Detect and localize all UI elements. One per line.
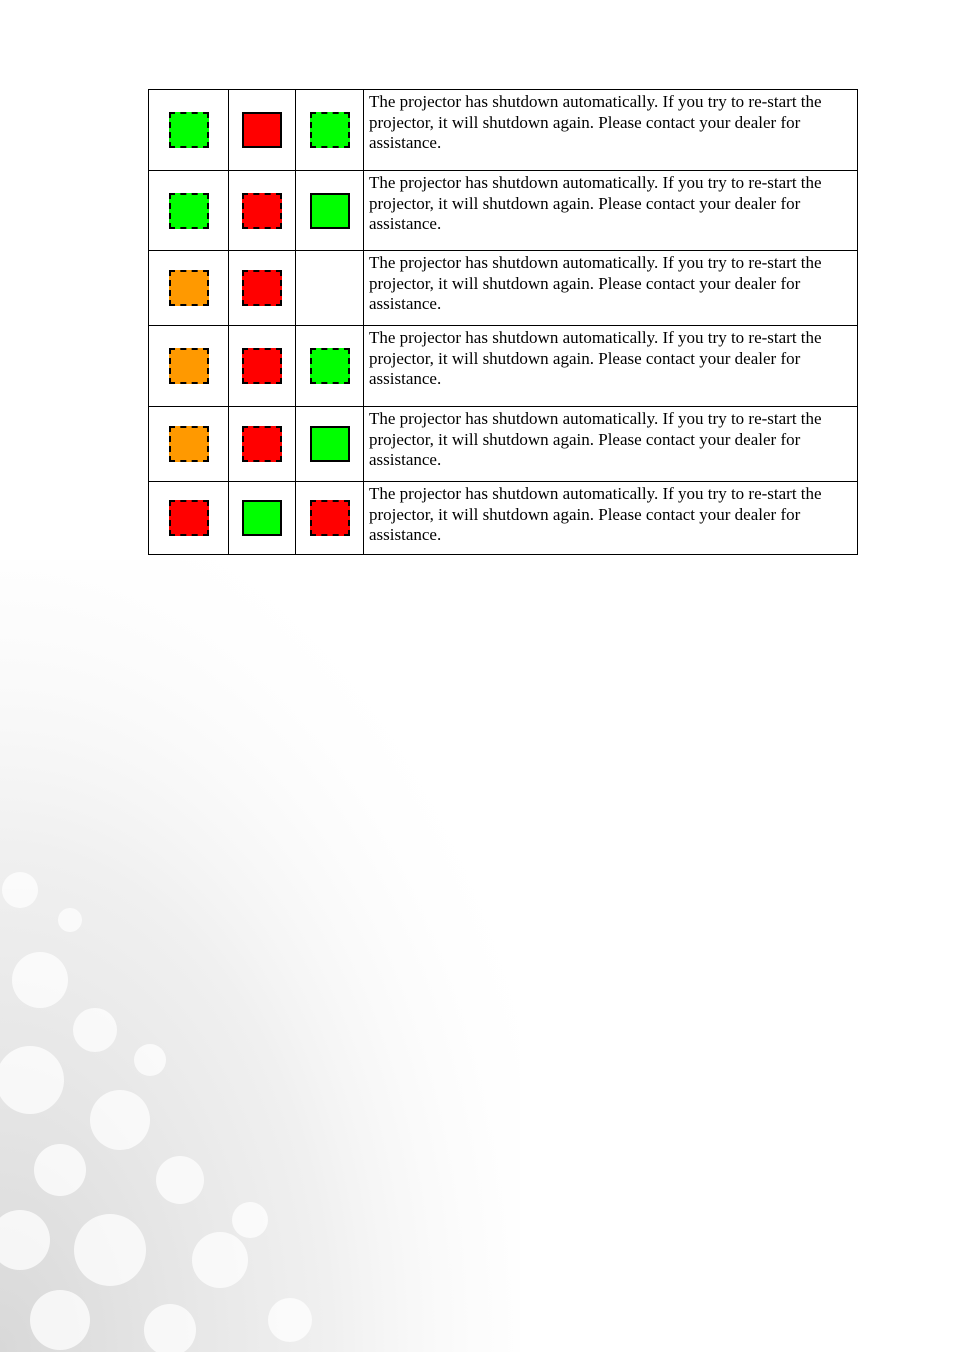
led-indicator-table bbox=[148, 89, 858, 555]
table-row bbox=[149, 407, 858, 482]
table-row bbox=[149, 482, 858, 555]
red-flashing-led-icon bbox=[310, 500, 350, 536]
background-bubbles-decoration bbox=[0, 560, 520, 1352]
temp-indicator-cell bbox=[229, 171, 296, 251]
green-solid-led-icon bbox=[242, 500, 282, 536]
lamp-indicator-cell bbox=[296, 171, 364, 251]
status-description: The projector has shutdown automatically. If you try to re-start the projector, it will shutdown again. Please contact your dealer for assistance. bbox=[364, 251, 858, 326]
red-flashing-led-icon bbox=[169, 500, 209, 536]
green-flashing-led-icon bbox=[310, 112, 350, 148]
temp-indicator-cell bbox=[229, 326, 296, 407]
temp-indicator-cell bbox=[229, 90, 296, 171]
orange-flashing-led-icon bbox=[169, 270, 209, 306]
lamp-indicator-cell bbox=[296, 482, 364, 555]
power-indicator-cell bbox=[149, 251, 229, 326]
temp-indicator-cell bbox=[229, 482, 296, 555]
green-solid-led-icon bbox=[310, 193, 350, 229]
status-description: The projector has shutdown automatically. If you try to re-start the projector, it will shutdown again. Please contact your dealer for assistance. bbox=[364, 326, 858, 407]
power-indicator-cell bbox=[149, 326, 229, 407]
lamp-indicator-cell bbox=[296, 326, 364, 407]
green-flashing-led-icon bbox=[169, 193, 209, 229]
table-row bbox=[149, 90, 858, 171]
red-flashing-led-icon bbox=[242, 348, 282, 384]
table-row bbox=[149, 171, 858, 251]
temp-indicator-cell bbox=[229, 407, 296, 482]
orange-flashing-led-icon bbox=[169, 426, 209, 462]
lamp-indicator-cell bbox=[296, 251, 364, 326]
table-row bbox=[149, 326, 858, 407]
status-description: The projector has shutdown automatically. If you try to re-start the projector, it will shutdown again. Please contact your dealer for assistance. bbox=[364, 90, 858, 171]
red-flashing-led-icon bbox=[242, 270, 282, 306]
status-description: The projector has shutdown automatically. If you try to re-start the projector, it will shutdown again. Please contact your dealer for assistance. bbox=[364, 171, 858, 251]
table-row bbox=[149, 251, 858, 326]
green-flashing-led-icon bbox=[310, 348, 350, 384]
power-indicator-cell bbox=[149, 407, 229, 482]
power-indicator-cell bbox=[149, 171, 229, 251]
red-flashing-led-icon bbox=[242, 193, 282, 229]
lamp-indicator-cell bbox=[296, 90, 364, 171]
status-description: The projector has shutdown automatically. If you try to re-start the projector, it will shutdown again. Please contact your dealer for assistance. bbox=[364, 407, 858, 482]
red-solid-led-icon bbox=[242, 112, 282, 148]
temp-indicator-cell bbox=[229, 251, 296, 326]
lamp-indicator-cell bbox=[296, 407, 364, 482]
green-solid-led-icon bbox=[310, 426, 350, 462]
power-indicator-cell bbox=[149, 90, 229, 171]
power-indicator-cell bbox=[149, 482, 229, 555]
green-flashing-led-icon bbox=[169, 112, 209, 148]
red-flashing-led-icon bbox=[242, 426, 282, 462]
orange-flashing-led-icon bbox=[169, 348, 209, 384]
status-description: The projector has shutdown automatically. If you try to re-start the projector, it will shutdown again. Please contact your dealer for assistance. bbox=[364, 482, 858, 555]
